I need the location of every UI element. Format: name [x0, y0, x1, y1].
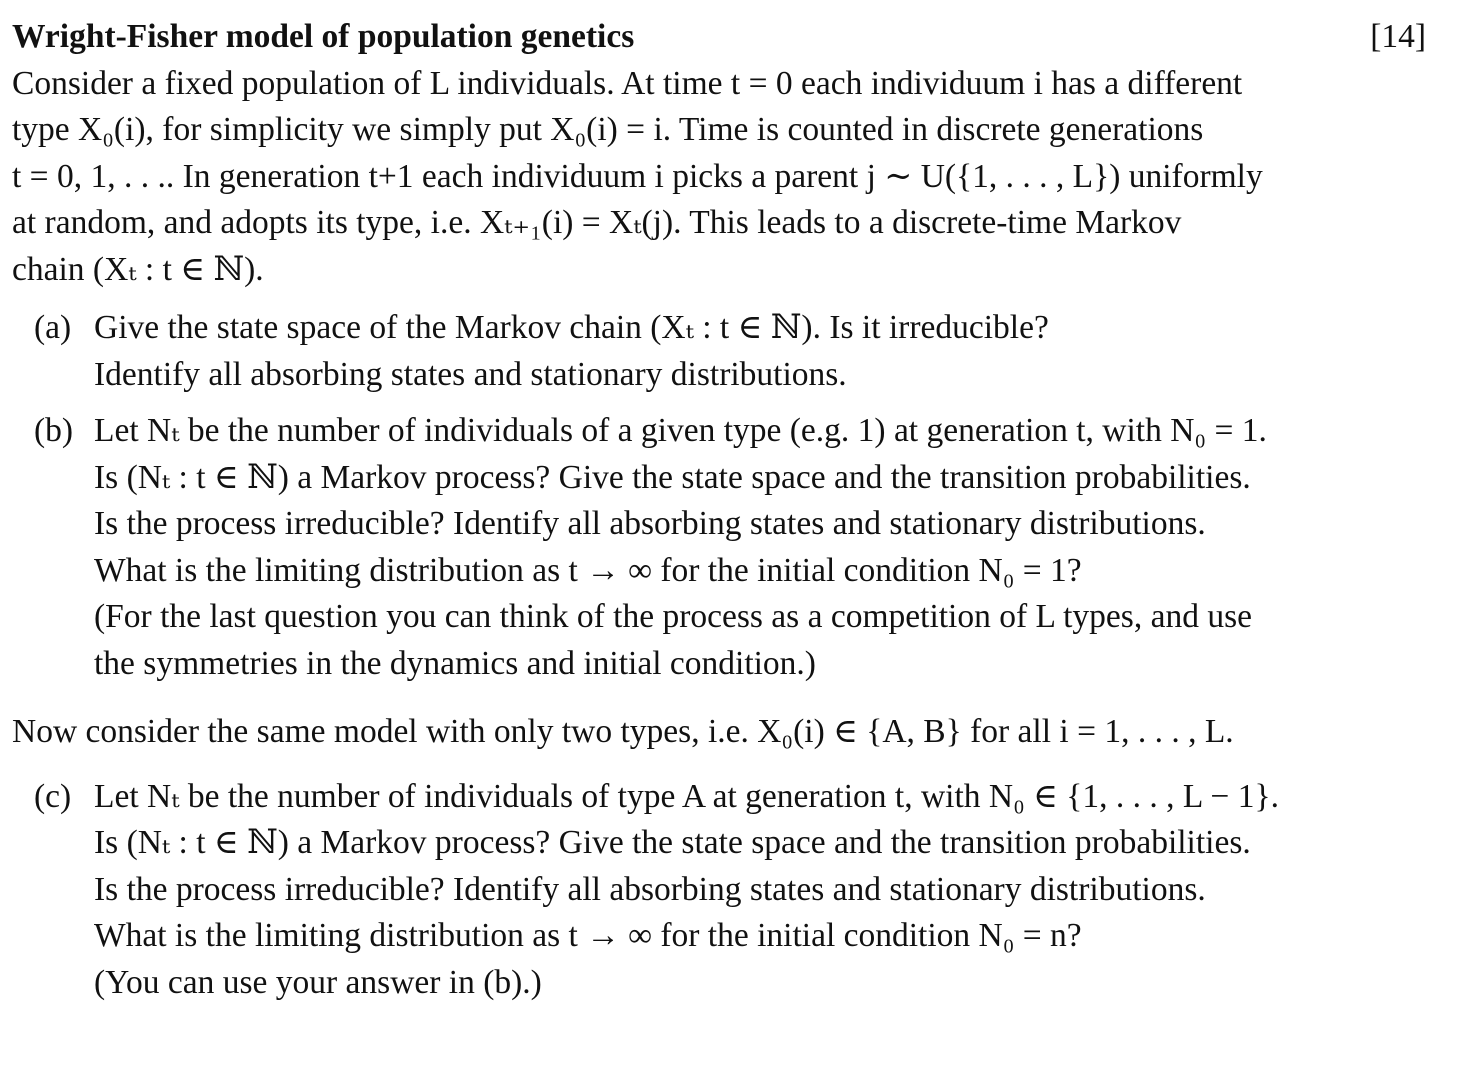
question-b: [12, 408, 1426, 687]
question-line: Let Nₜ be the number of individuals of a given type (e.g. 1) at generation t, with N₀ = 1.: [94, 412, 1267, 449]
question-line: (For the last question you can think of the process as a competition of L types, and use: [94, 598, 1252, 635]
question-line: Is (Nₜ : t ∈ ℕ) a Markov process? Give the state space and the transition probabilities.: [94, 824, 1251, 861]
question-a-text: [94, 305, 1426, 398]
question-c-label: (c): [34, 777, 72, 815]
question-line: Is the process irreducible? Identify all absorbing states and stationary distributions.: [94, 870, 1206, 908]
question-line: (You can use your answer in (b).): [94, 963, 542, 1001]
problem-title: Wright-Fisher model of population genetics: [12, 18, 635, 55]
question-c-text: [94, 774, 1426, 1007]
question-line: Identify all absorbing states and stationary distributions.: [94, 355, 847, 393]
question-list-2: [12, 774, 1426, 1007]
intro-line: type X₀(i), for simplicity we simply put X₀(i) = i. Time is counted in discrete generations: [12, 111, 1204, 148]
question-list-1: [12, 305, 1426, 687]
question-b-label: (b): [34, 412, 74, 449]
intro-line: Consider a fixed population of L individuals. At time t = 0 each individuum i has a different: [12, 64, 1243, 102]
intro-line: at random, and adopts its type, i.e. Xₜ₊₁(i) = Xₜ(j). This leads to a discrete-time Markov: [12, 204, 1182, 241]
intro-line: chain (Xₜ : t ∈ ℕ).: [12, 250, 264, 288]
problem-intro: [12, 61, 1426, 294]
question-a-label: (a): [34, 309, 72, 346]
question-c: [12, 774, 1426, 1007]
problem-sheet: [12, 14, 1426, 1016]
question-line: What is the limiting distribution as t → ∞ for the initial condition N₀ = 1?: [94, 551, 1082, 589]
intro-line: t = 0, 1, . . .. In generation t+1 each individuum i picks a parent j ∼ U({1, . . . , L}) uniformly: [12, 157, 1263, 195]
question-line: Let Nₜ be the number of individuals of type A at generation t, with N₀ ∈ {1, . . . , L − 1}.: [94, 777, 1279, 815]
question-line: Is (Nₜ : t ∈ ℕ) a Markov process? Give the state space and the transition probabilities.: [94, 458, 1251, 496]
question-line: the symmetries in the dynamics and initial condition.): [94, 644, 816, 682]
question-line: Is the process irreducible? Identify all absorbing states and stationary distributions.: [94, 505, 1206, 542]
problem-header: [12, 14, 1426, 61]
question-a: [12, 305, 1426, 398]
question-b-text: [94, 408, 1426, 687]
two-types-paragraph: Now consider the same model with only two types, i.e. X₀(i) ∈ {A, B} for all i = 1, . . . , L.: [12, 713, 1234, 750]
question-line: Give the state space of the Markov chain (Xₜ : t ∈ ℕ). Is it irreducible?: [94, 309, 1049, 346]
question-line: What is the limiting distribution as t → ∞ for the initial condition N₀ = n?: [94, 917, 1082, 954]
problem-marks: [14]: [1370, 18, 1426, 55]
